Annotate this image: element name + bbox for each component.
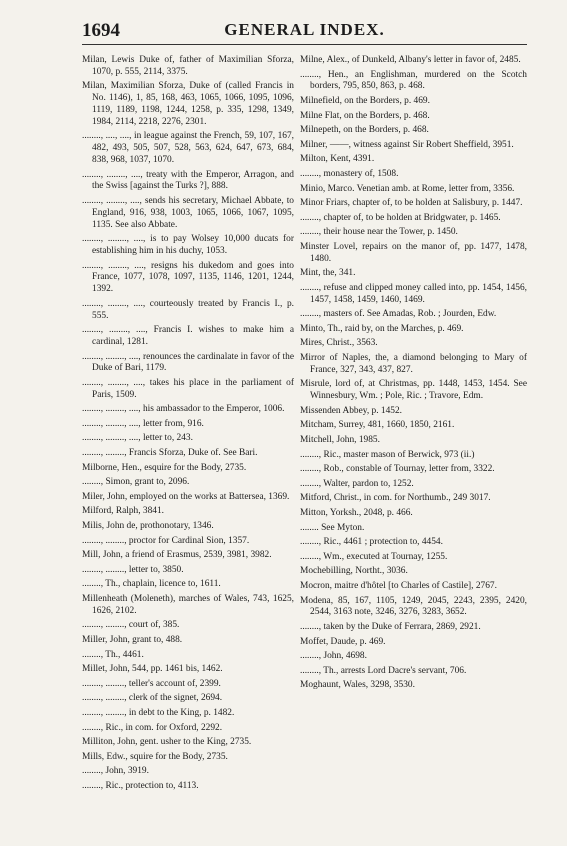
index-entry: ........, Hen., an Englishman, murdered on the Scotch borders, 795, 850, 863, p. 468.: [300, 69, 527, 92]
index-entry: Mochebilling, Northt., 3036.: [300, 566, 408, 577]
index-entry: ........, Th., arrests Lord Dacre's servant, 706.: [300, 665, 467, 676]
index-entry: Mills, Edw., squire for the Body, 2735.: [82, 751, 228, 762]
index-entry: ........, Wm., executed at Tournay, 1255.: [300, 551, 448, 562]
index-entry: ........, refuse and clipped money called into, pp. 1454, 1456, 1457, 1458, 1459, 1460, 1469.: [300, 282, 527, 305]
index-entry: Minster Lovel, repairs on the manor of, pp. 1477, 1478, 1480.: [300, 241, 527, 264]
index-entry: ........, ........, ...., Francis I. wishes to make him a cardinal, 1281.: [82, 325, 294, 347]
index-entry: Milford, Ralph, 3841.: [82, 506, 165, 517]
index-entry: ........ See Myton.: [300, 522, 365, 533]
index-entry: Mitford, Christ., in com. for Northumb., 249 3017.: [300, 493, 491, 504]
header-rule: [82, 44, 527, 45]
index-entry: Mitton, Yorksh., 2048, p. 466.: [300, 508, 413, 519]
index-entry: ........, their house near the Tower, p. 1450.: [300, 227, 458, 238]
index-entry: ........, ........, ...., renounces the cardinalate in favor of the Duke of Bari, 1179.: [82, 351, 294, 374]
index-entry: ........, ........, court of, 385.: [82, 620, 180, 631]
index-entry: Mitcham, Surrey, 481, 1660, 1850, 2161.: [300, 420, 455, 431]
index-entry: Milan, Maximilian Sforza, Duke of (called Francis in No. 1146), 1, 85, 168, 463, 1065, 1066, 1095, 1096, 1119, 1189, 1198, 1244, 1258, p. 335, 1298, 1349, 1984, 2114, 2218, 2276, 2301.: [82, 81, 294, 127]
index-entry: Mires, Christ., 3563.: [300, 338, 378, 349]
index-entry: ........, ........, ...., resigns his dukedom and goes into France, 1077, 1078, 1097, 1135, 1146, 1201, 1244, 1392.: [82, 260, 294, 295]
index-entry: ........, Walter, pardon to, 1252.: [300, 478, 414, 489]
index-entry: ........, ........, letter to, 3850.: [82, 564, 184, 575]
index-entry: Minto, Th., raid by, on the Marches, p. 469.: [300, 323, 464, 334]
index-entry: Milborne, Hen., esquire for the Body, 2735.: [82, 462, 247, 473]
index-entry: ........, ........, ...., takes his place in the parliament of Paris, 1509.: [82, 377, 294, 400]
running-title: GENERAL INDEX.: [224, 20, 385, 39]
index-entry: ........, Ric., 4461 ; protection to, 4454.: [300, 537, 443, 548]
index-entry: ........, taken by the Duke of Ferrara, 2869, 2921.: [300, 621, 481, 632]
page-header: [82, 20, 527, 42]
index-entry: Minor Friars, chapter of, to be holden at Salisbury, p. 1447.: [300, 198, 523, 209]
index-entry: Milne, Alex., of Dunkeld, Albany's letter in favor of, 2485.: [300, 55, 521, 65]
index-entry: ........, ........, proctor for Cardinal Sion, 1357.: [82, 535, 250, 546]
page-number: 1694: [82, 20, 120, 41]
index-entry: ........, ........, Francis Sforza, Duke of. See Bari.: [82, 448, 258, 459]
index-entry: ........, masters of. See Amadas, Rob. ; Jourden, Edw.: [300, 309, 497, 320]
index-entry: ........, ........, in debt to the King, p. 1482.: [82, 707, 235, 718]
index-entry: ........, ...., ...., in league against the French, 59, 107, 167, 482, 493, 505, 507, 528, 563, 624, 647, 673, 684, 838, 968, 1037, 1070.: [82, 131, 294, 165]
index-entry: ........, ........, ...., his ambassador to the Emperor, 1006.: [82, 404, 285, 415]
index-entry: Millenheath (Moleneth), marches of Wales, 743, 1625, 1626, 2102.: [82, 594, 294, 616]
right-column: [300, 55, 527, 695]
index-entry: ........, monastery of, 1508.: [300, 168, 399, 179]
index-entry: ........, Th., 4461.: [82, 649, 144, 660]
index-entry: ........, ........, ...., letter from, 916.: [82, 418, 204, 429]
index-entry: Mill, John, a friend of Erasmus, 2539, 3981, 3982.: [82, 550, 272, 561]
index-entry: Milne Flat, on the Borders, p. 468.: [300, 110, 430, 121]
index-entry: Milan, Lewis Duke of, father of Maximilian Sforza, 1070, p. 555, 2114, 3375.: [82, 55, 294, 77]
index-entry: ........, ........, ...., courteously treated by Francis I., p. 555.: [82, 298, 294, 321]
index-entry: ........, Ric., master mason of Berwick, 973 (ii.): [300, 449, 475, 460]
index-entry: Miller, John, grant to, 488.: [82, 634, 183, 645]
index-entry: Miler, John, employed on the works at Battersea, 1369.: [82, 491, 290, 502]
index-entry: Milis, John de, prothonotary, 1346.: [82, 521, 214, 532]
index-entry: ........, Simon, grant to, 2096.: [82, 477, 190, 488]
index-entry: ........, ........, ...., is to pay Wolsey 10,000 ducats for establishing him in his duchy, 1053.: [82, 234, 294, 256]
index-entry: Milnepeth, on the Borders, p. 468.: [300, 125, 429, 136]
index-entry: ........, ........, ...., treaty with the Emperor, Arragon, and the Swiss [against the Turks ?], 888.: [82, 169, 294, 192]
index-entry: Minio, Marco. Venetian amb. at Rome, letter from, 3356.: [300, 183, 515, 194]
index-entry: ........, ........, teller's account of, 2399.: [82, 678, 221, 689]
index-entry: Missenden Abbey, p. 1452.: [300, 405, 402, 416]
index-entry: Mocron, maitre d'hôtel [to Charles of Castile], 2767.: [300, 580, 497, 591]
index-entry: ........, chapter of, to be holden at Bridgwater, p. 1465.: [300, 212, 501, 223]
index-entry: Mirror of Naples, the, a diamond belonging to Mary of France, 327, 343, 437, 827.: [300, 353, 527, 375]
index-entry: ........, John, 4698.: [300, 651, 367, 662]
left-column: [82, 55, 294, 796]
index-entry: ........, ........, ...., letter to, 243.: [82, 433, 193, 444]
index-entry: ........, ........, clerk of the signet, 2694.: [82, 693, 223, 704]
index-entry: Milton, Kent, 4391.: [300, 154, 375, 165]
index-entry: ........, Rob., constable of Tournay, letter from, 3322.: [300, 464, 495, 475]
index-entry: ........, Th., chaplain, licence to, 1611.: [82, 579, 221, 590]
index-entry: ........, Ric., in com. for Oxford, 2292.: [82, 722, 223, 733]
index-entry: Milnefield, on the Borders, p. 469.: [300, 95, 430, 106]
index-entry: Milner, ——, witness against Sir Robert Sheffield, 3951.: [300, 139, 514, 150]
index-entry: ........, John, 3919.: [82, 766, 149, 777]
index-entry: Milliton, John, gent. usher to the King, 2735.: [82, 737, 252, 748]
index-entry: Mint, the, 341.: [300, 268, 356, 279]
index-entry: ........, ........, ...., sends his secretary, Michael Abbate, to England, 916, 938, 1003, 1065, 1066, 1067, 1095, 1135. See also Abbate.: [82, 195, 294, 230]
index-entry: Misrule, lord of, at Christmas, pp. 1448, 1453, 1454. See Winnesbury, Wm. ; Pole, Ric. ; Travore, Edm.: [300, 379, 527, 402]
index-entry: Moffet, Daude, p. 469.: [300, 636, 386, 647]
index-entry: Modena, 85, 167, 1105, 1249, 2045, 2243, 2395, 2420, 2544, 3163 note, 3246, 3276, 3283, 3652.: [300, 595, 527, 618]
index-entry: Millet, John, 544, pp. 1461 bis, 1462.: [82, 664, 223, 675]
index-entry: Mitchell, John, 1985.: [300, 435, 380, 446]
index-entry: ........, Ric., protection to, 4113.: [82, 780, 199, 791]
index-entry: Moghaunt, Wales, 3298, 3530.: [300, 680, 415, 691]
